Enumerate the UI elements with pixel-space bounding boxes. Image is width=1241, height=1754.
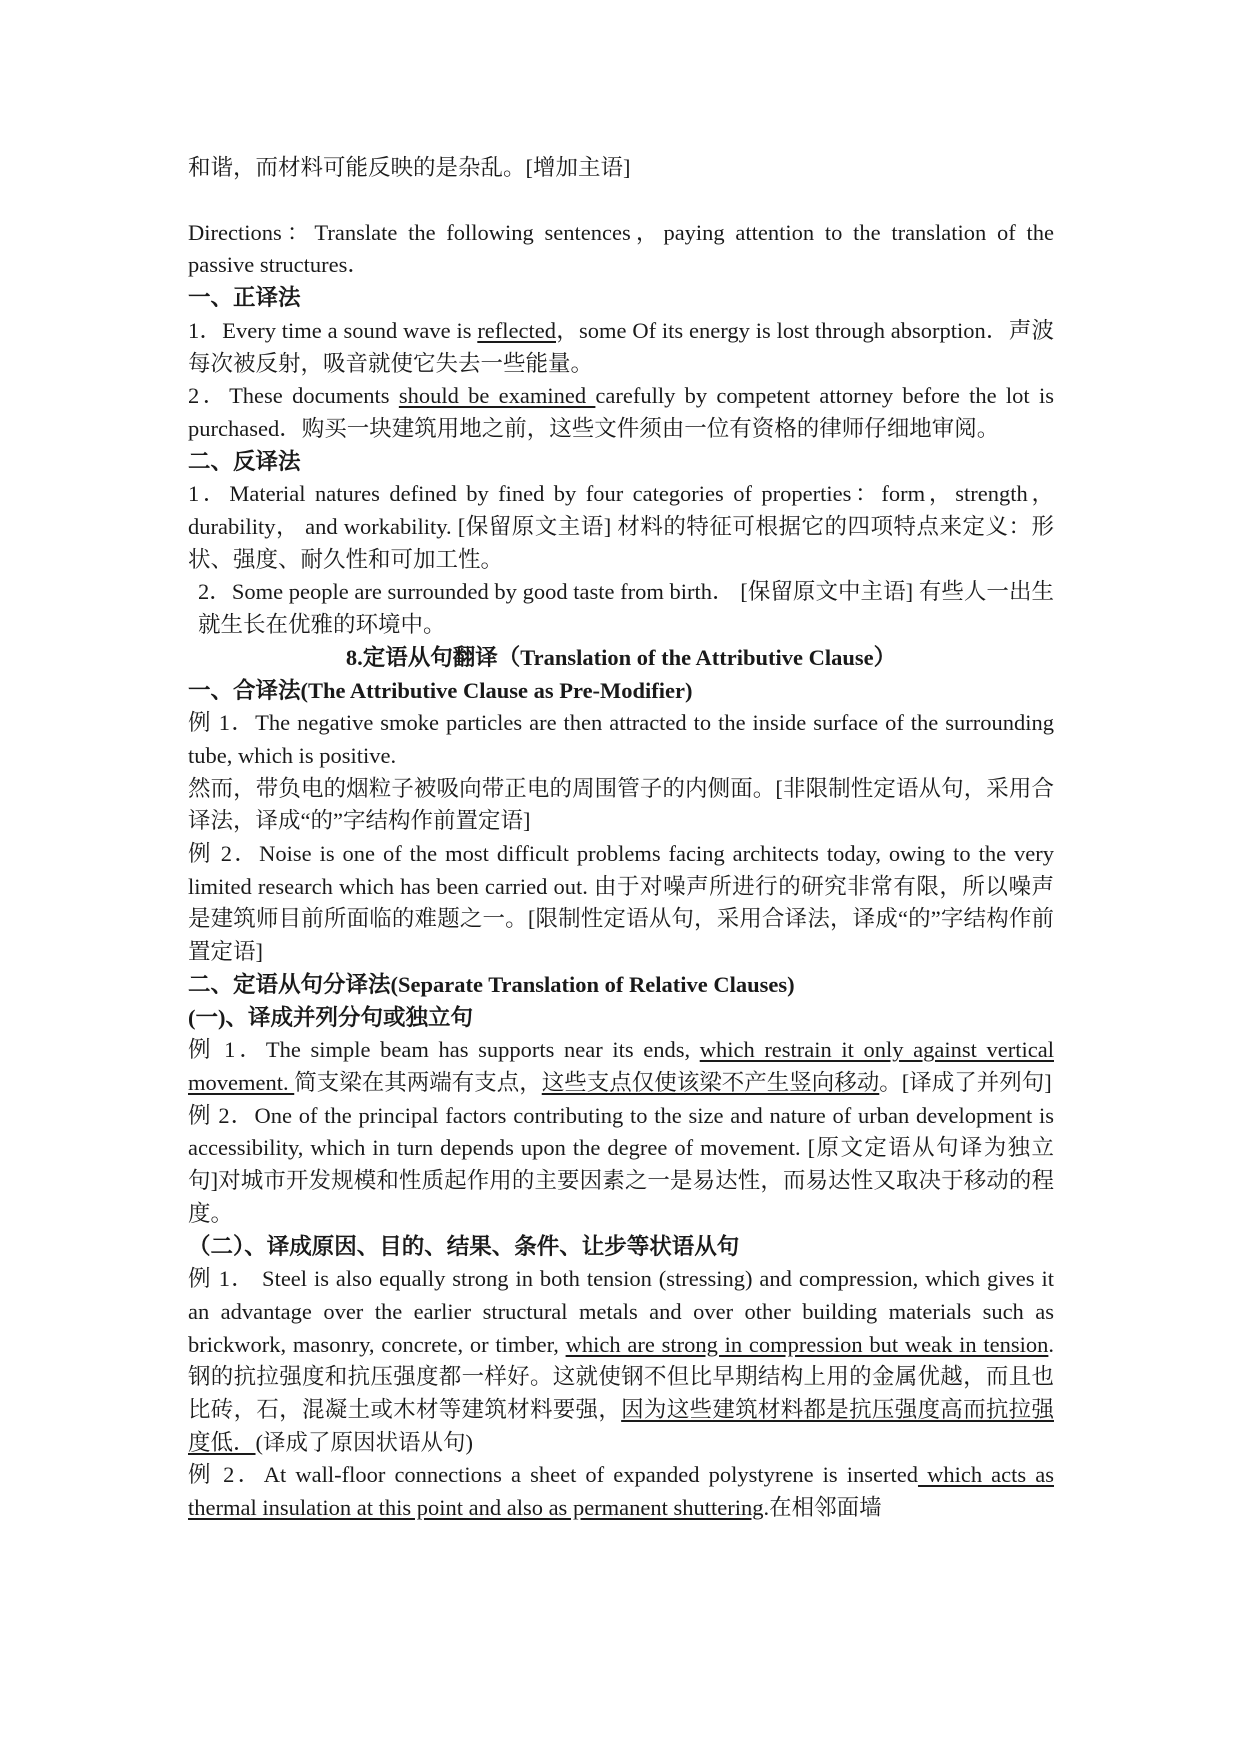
section-title: 8.定语从句翻译（Translation of the Attributive Clause）	[345, 644, 897, 670]
example-translation: 然而，带负电的烟粒子被吸向带正电的周围管子的内侧面。[非限制性定语从句，采用合译法，译成“的”字结构作前置定语]	[188, 775, 1054, 834]
underlined-phrase: which restrain it only against vertical movement.	[188, 1037, 1054, 1095]
example-paragraph: 例 2．One of the principal factors contributing to the size and nature of urban development is accessibility, which in turn depends upon the degree of movement. [原文定语从句译为独立句]对城市开发规模和性质起作用的主要因素之一是易达性，而易达性又取决于移动的程度。	[188, 1102, 1054, 1226]
example-paragraph: 例 2．At wall-floor connections a sheet of expanded polystyrene is inserted which acts as thermal insulation at this point and also as permanent shuttering.在相邻面墙	[188, 1462, 1054, 1521]
example-paragraph: 例 1． Steel is also equally strong in both tension (stressing) and compression, which gives it an advantage over the earlier structural metals and over other building materials such as brickwork, masonry, concrete, or timber, which are strong in compression but weak in tension.钢的抗拉强度和抗压强度都一样好。这就使钢不但比早期结构上用的金属优越，而且也比砖，石，混凝土或木材等建筑材料要强，因为这些建筑材料都是抗压强度高而抗拉强度低．(译成了原因状语从句)	[188, 1266, 1054, 1455]
continuation-line: 和谐，而材料可能反映的是杂乱。[增加主语]	[188, 155, 631, 180]
example-paragraph: 2．Some people are surrounded by good taste from birth． [保留原文中主语] 有些人一出生就生长在优雅的环境中。	[198, 579, 1054, 638]
example-paragraph: 1．Every time a sound wave is reflected，some Of its energy is lost through absorption．声波每次被反射，吸音就使它失去一些能量。	[188, 317, 1054, 376]
directions-text: Directions：Translate the following sentences，paying attention to the translation of the passive structures．	[188, 219, 1054, 278]
example-paragraph: 例 1．The negative smoke particles are then attracted to the inside surface of the surrounding tube, which is positive.	[188, 710, 1054, 768]
underlined-phrase: 因为这些建筑材料都是抗压强度高而抗拉强度低．	[188, 1397, 1054, 1455]
underlined-phrase: which are strong in compression but weak in tension	[565, 1331, 1049, 1357]
underlined-phrase: which acts as thermal insulation at this point and also as permanent shuttering	[188, 1462, 1054, 1521]
underlined-phrase: should be examined	[398, 383, 596, 409]
heading-separate-translation: 二、定语从句分译法(Separate Translation of Relative Clauses)	[188, 971, 795, 997]
heading-negative-translation: 二、反译法	[188, 448, 301, 474]
paragraph-gap	[188, 185, 1054, 217]
example-paragraph: 例 2．Noise is one of the most difficult problems facing architects today, owing to the very limited research which has been carried out. 由于对噪声所进行的研究非常有限，所以噪声是建筑师目前所面临的难题之一。[限制性定语从句，采用合译法，译成“的”字结构作前置定语]	[188, 841, 1054, 965]
underlined-phrase: reflected	[477, 317, 556, 343]
example-paragraph: 1．Material natures defined by fined by four categories of properties：form，strength，durability， and workability. [保留原文主语] 材料的特征可根据它的四项特点来定义：形状、强度、耐久性和可加工性。	[188, 481, 1054, 572]
subheading: （二）、译成原因、目的、结果、条件、让步等状语从句	[188, 1233, 740, 1259]
document-page	[188, 152, 1054, 1525]
subheading: (一)、译成并列分句或独立句	[188, 1004, 473, 1030]
example-paragraph: 2．These documents should be examined carefully by competent attorney before the lot is purchased．购买一块建筑用地之前，这些文件须由一位有资格的律师仔细地审阅。	[188, 383, 1054, 441]
heading-positive-translation: 一、正译法	[188, 285, 301, 311]
example-paragraph: 例 1．The simple beam has supports near its ends, which restrain it only against vertical movement. 简支梁在其两端有支点，这些支点仅使该梁不产生竖向移动。[译成了并列句]	[188, 1037, 1054, 1095]
heading-combined-translation: 一、合译法(The Attributive Clause as Pre-Modifier)	[188, 677, 693, 703]
underlined-phrase: 这些支点仅使该梁不产生竖向移动	[541, 1069, 880, 1095]
